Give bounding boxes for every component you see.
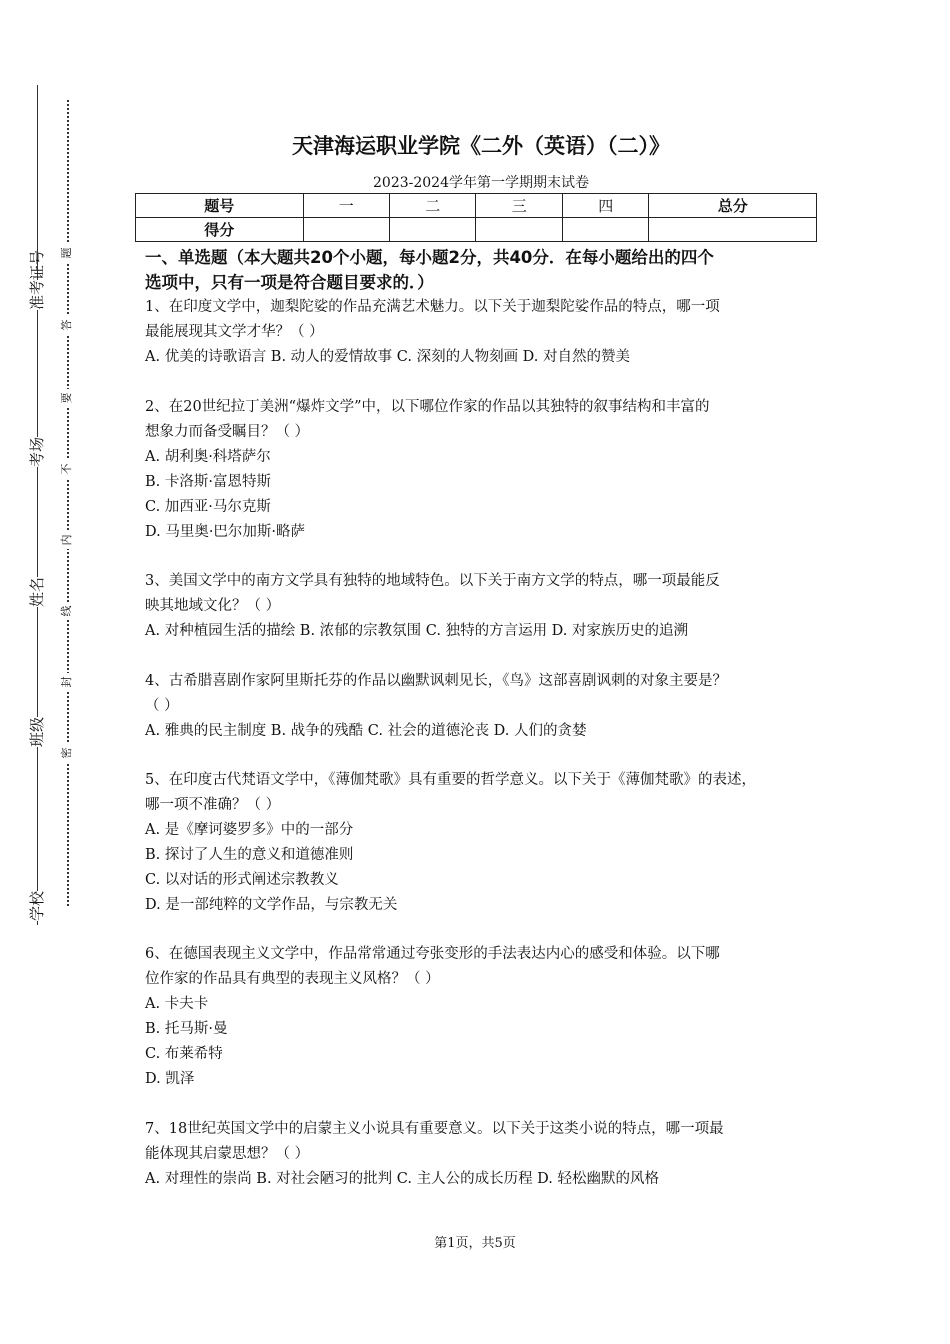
question-stem-line: 想象力而备受瞩目？（ ） [145, 424, 310, 440]
question-options: A. 优美的诗歌语言 B. 动人的爱情故事 C. 深刻的人物刻画 D. 对自然的赞美 [145, 349, 631, 365]
question-option: C. 以对话的形式阐述宗教教义 [145, 872, 339, 888]
question [145, 569, 817, 644]
question-option: D. 马里奥·巴尔加斯·略萨 [145, 524, 306, 540]
score-cell[interactable] [562, 218, 648, 242]
question-option: C. 加西亚·马尔克斯 [145, 499, 271, 515]
question-option: A. 卡夫卡 [145, 996, 209, 1012]
question-stem-line: 能体现其启蒙思想？（ ） [145, 1146, 310, 1162]
question [145, 1117, 817, 1192]
score-column-header: 四 [562, 194, 648, 218]
question-stem-line: 4、古希腊喜剧作家阿里斯托芬的作品以幽默讽刺见长，《鸟》这部喜剧讽刺的对象主要是？ [145, 673, 727, 689]
question-options: A. 雅典的民主制度 B. 战争的残酷 C. 社会的道德沦丧 D. 人们的贪婪 [145, 723, 587, 739]
question [145, 395, 817, 545]
question-option: A. 胡利奥·科塔萨尔 [145, 449, 271, 465]
question-stem-line: 2、在20世纪拉丁美洲“爆炸文学”中，以下哪位作家的作品以其独特的叙事结构和丰富的 [145, 399, 710, 415]
score-column-header: 三 [476, 194, 562, 218]
question-stem-line: （ ） [145, 698, 179, 714]
question-option: B. 托马斯·曼 [145, 1021, 228, 1037]
question-stem-line: 3、美国文学中的南方文学具有独特的地域特色。以下关于南方文学的特点，哪一项最能反 [145, 573, 720, 589]
question-stem-line: 1、在印度文学中，迦梨陀娑的作品充满艺术魅力。以下关于迦梨陀娑作品的特点，哪一项 [145, 299, 720, 315]
seal-char: 线 [60, 602, 74, 620]
seal-dotted-line [67, 100, 69, 906]
question [145, 942, 817, 1092]
section-heading-line: 一、单选题（本大题共20个小题，每小题2分，共40分．在每小题给出的四个 [145, 248, 714, 267]
seal-char: 封 [60, 673, 74, 691]
binding-label-exam-id: 准考证号 [28, 249, 46, 310]
score-table-score-row [136, 218, 817, 242]
score-table-header-row [136, 194, 817, 218]
score-cell[interactable] [649, 218, 817, 242]
question-stem-line: 6、在德国表现主义文学中，作品常常通过夸张变形的手法表达内心的感受和体验。以下哪 [145, 946, 720, 962]
question-option: C. 布莱希特 [145, 1046, 223, 1062]
seal-char: 要 [60, 389, 74, 407]
binding-line [37, 85, 38, 925]
binding-strip [0, 0, 110, 1344]
question-stem-line: 映其地域文化？（ ） [145, 598, 281, 614]
question-stem-line: 7、18世纪英国文学中的启蒙主义小说具有重要意义。以下关于这类小说的特点，哪一项最 [145, 1121, 724, 1137]
score-column-header: 总分 [649, 194, 817, 218]
question-stem-line: 哪一项不准确？（ ） [145, 797, 281, 813]
question-stem-line: 5、在印度古代梵语文学中，《薄伽梵歌》具有重要的哲学意义。以下关于《薄伽梵歌》的表述， [145, 772, 756, 788]
question-option: B. 卡洛斯·富恩特斯 [145, 474, 271, 490]
score-row-label: 得分 [136, 218, 304, 242]
page-footer: 第1页，共5页 [434, 1236, 516, 1251]
question-option: D. 凯泽 [145, 1071, 195, 1087]
score-column-header: 一 [303, 194, 389, 218]
question-stem-line: 最能展现其文学才华？（ ） [145, 324, 324, 340]
question-option: A. 是《摩诃婆罗多》中的一部分 [145, 822, 354, 838]
seal-char: 答 [60, 316, 74, 334]
seal-char: 密 [60, 744, 74, 762]
score-column-header: 二 [389, 194, 475, 218]
question-option: D. 是一部纯粹的文学作品，与宗教无关 [145, 897, 398, 913]
score-table [135, 193, 817, 242]
section-heading [145, 245, 817, 295]
binding-label-class: 班级 [28, 716, 46, 747]
binding-label-school: 学校 [28, 890, 46, 921]
score-row-label: 题号 [136, 194, 304, 218]
score-cell[interactable] [303, 218, 389, 242]
question-options: A. 对理性的崇尚 B. 对社会陋习的批判 C. 主人公的成长历程 D. 轻松幽默的风格 [145, 1171, 660, 1187]
question [145, 768, 817, 918]
score-cell[interactable] [389, 218, 475, 242]
score-cell[interactable] [476, 218, 562, 242]
exam-subtitle: 2023-2024学年第一学期期末试卷 [373, 175, 589, 191]
question [145, 669, 817, 744]
question [145, 295, 817, 370]
seal-char: 不 [60, 460, 74, 478]
seal-char: 题 [60, 244, 74, 262]
question-option: B. 探讨了人生的意义和道德准则 [145, 847, 354, 863]
seal-char: 内 [60, 531, 74, 549]
question-options: A. 对种植园生活的描绘 B. 浓郁的宗教氛围 C. 独特的方言运用 D. 对家族历史的追溯 [145, 623, 689, 639]
question-stem-line: 位作家的作品具有典型的表现主义风格？（ ） [145, 971, 440, 987]
binding-label-exam-room: 考场 [28, 436, 46, 467]
exam-title: 天津海运职业学院《二外（英语）（二）》 [292, 134, 670, 158]
binding-label-name: 姓名 [28, 576, 46, 607]
section-heading-line: 选项中，只有一项是符合题目要求的．） [145, 273, 434, 292]
